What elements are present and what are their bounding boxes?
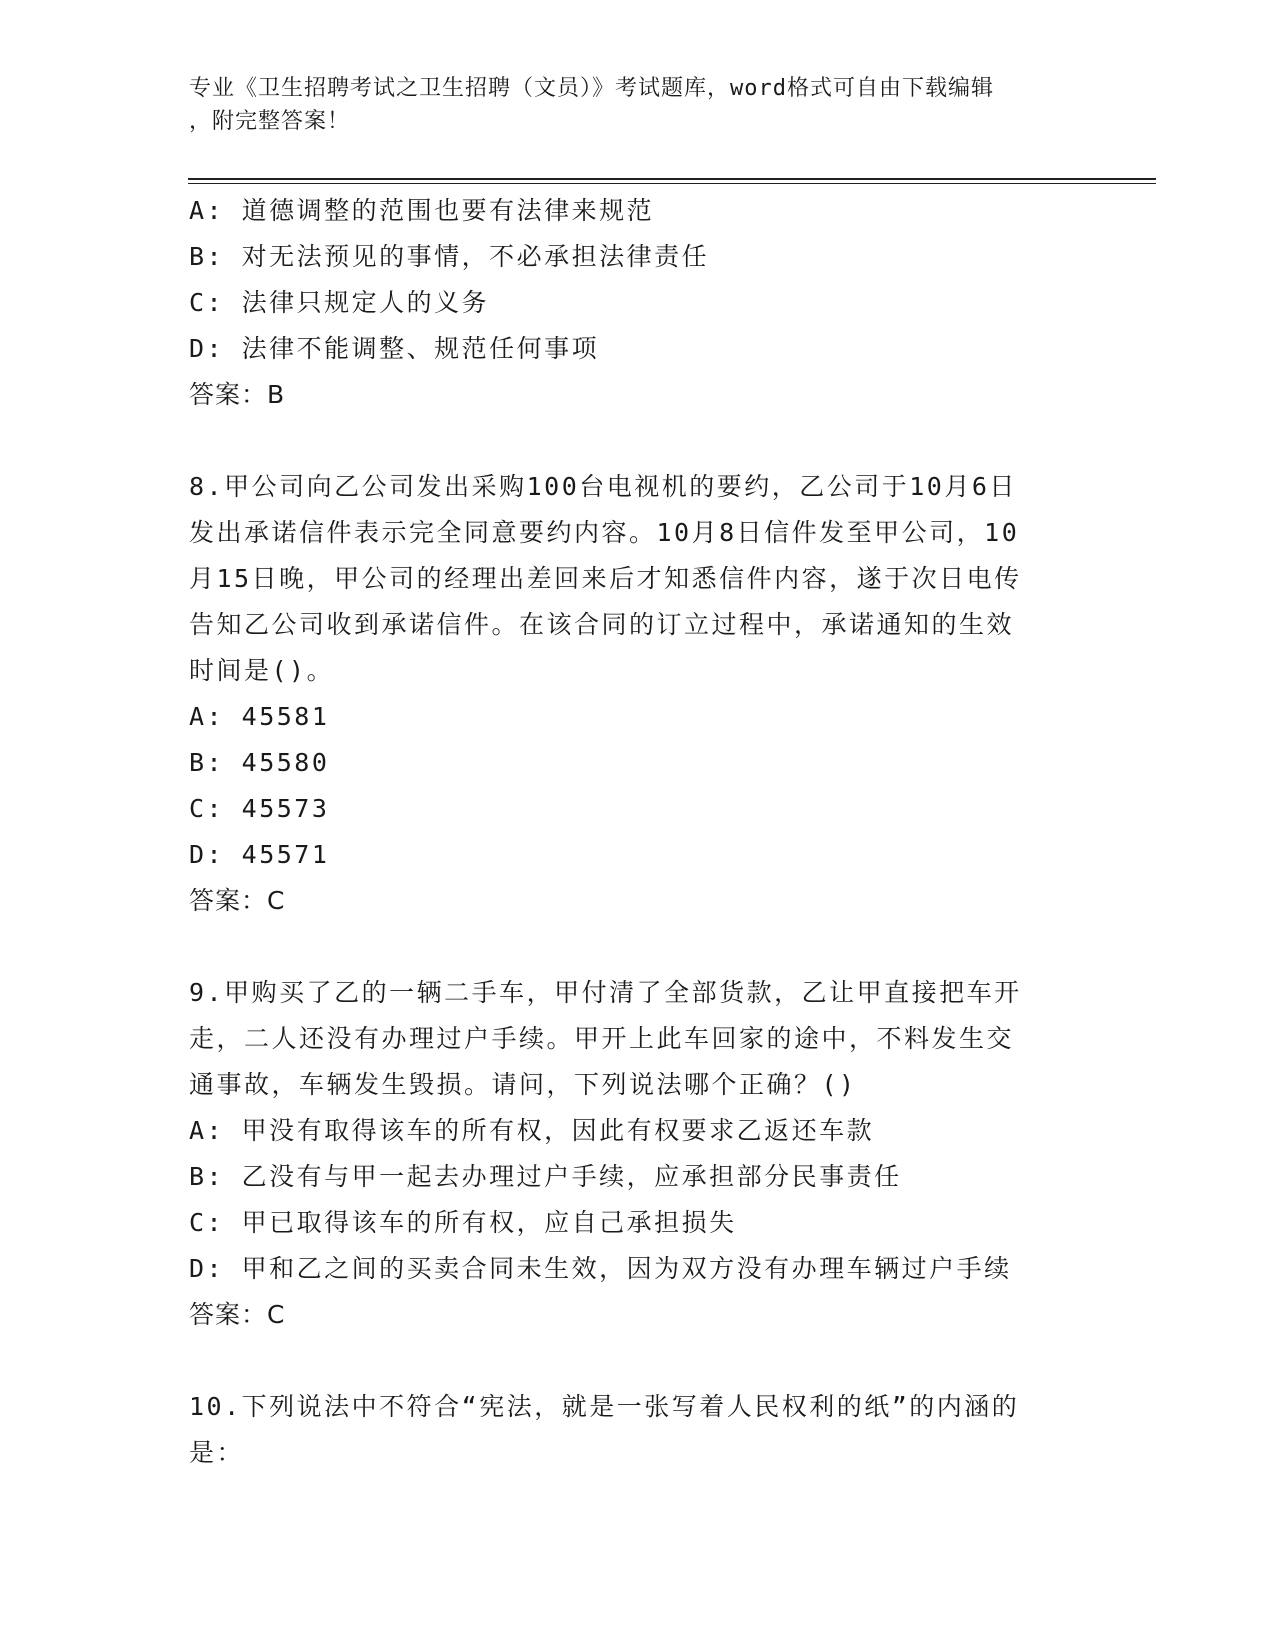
option-a: A: 甲没有取得该车的所有权，因此有权要求乙返还车款 [189,1116,875,1145]
option-b: B: 乙没有与甲一起去办理过户手续，应承担部分民事责任 [189,1162,902,1191]
question-line: 告知乙公司收到承诺信件。在该合同的订立过程中，承诺通知的生效 [189,610,1015,639]
question-10 [189,1384,1089,1476]
question-text [189,464,1089,694]
question-line: 是： [189,1438,245,1467]
option-d: D: 45571 [189,840,330,869]
spacer [189,1338,1089,1384]
spacer [189,418,1089,464]
spacer [189,924,1089,970]
option-b: B: 45580 [189,748,330,777]
answer: 答案：C [189,886,286,915]
question-line: 8.甲公司向乙公司发出采购100台电视机的要约，乙公司于10月6日 [189,472,1017,501]
option-a: A: 45581 [189,702,330,731]
question-text [189,1384,1089,1476]
question-8 [189,464,1089,924]
question-list [189,188,1089,1476]
question-line: 10.下列说法中不符合“宪法，就是一张写着人民权利的纸”的内涵的 [189,1392,1020,1421]
header-divider [188,178,1156,184]
question-line: 月15日晚，甲公司的经理出差回来后才知悉信件内容，遂于次日电传 [189,564,1022,593]
question-line: 走，二人还没有办理过户手续。甲开上此车回家的途中，不料发生交 [189,1024,1015,1053]
option-b: B: 对无法预见的事情，不必承担法律责任 [189,242,710,271]
option-d: D: 法律不能调整、规范任何事项 [189,334,600,363]
question-7 [189,188,1089,418]
header-line-2: ，附完整答案！ [189,109,351,134]
document-header [189,72,1089,138]
question-line: 通事故，车辆发生毁损。请问，下列说法哪个正确？() [189,1070,857,1099]
option-a: A: 道德调整的范围也要有法律来规范 [189,196,655,225]
question-text [189,970,1089,1108]
answer: 答案：C [189,1300,286,1329]
question-line: 发出承诺信件表示完全同意要约内容。10月8日信件发至甲公司，10 [189,518,1020,547]
answer: 答案：B [189,380,286,409]
question-9 [189,970,1089,1338]
question-line: 9.甲购买了乙的一辆二手车，甲付清了全部货款，乙让甲直接把车开 [189,978,1022,1007]
option-c: C: 甲已取得该车的所有权，应自己承担损失 [189,1208,737,1237]
option-c: C: 45573 [189,794,330,823]
option-c: C: 法律只规定人的义务 [189,288,490,317]
header-line-1: 专业《卫生招聘考试之卫生招聘（文员）》考试题库，word格式可自由下载编辑 [189,76,994,101]
option-d: D: 甲和乙之间的买卖合同未生效，因为双方没有办理车辆过户手续 [189,1254,1012,1283]
question-line: 时间是()。 [189,656,335,685]
